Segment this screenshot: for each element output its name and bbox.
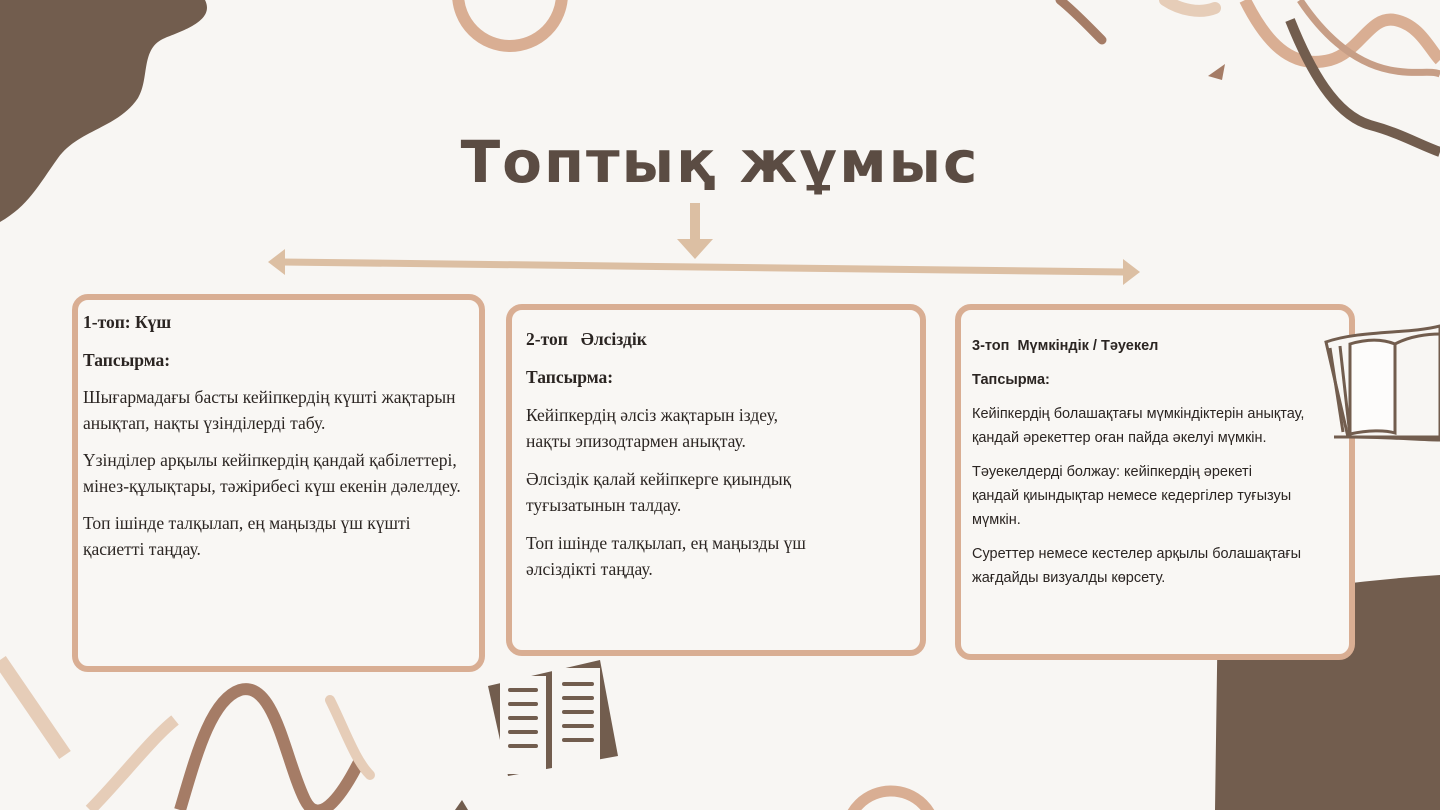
top-circle: [458, 0, 562, 46]
double-headed-arrow: [268, 249, 1140, 285]
task-paragraph: Әлсіздік қалай кейіпкерге қиындық туғызатынын талдау.: [526, 469, 792, 515]
task-label: Тапсырма:: [83, 349, 171, 370]
top-right-wave-light: [1245, 0, 1440, 62]
top-right-wave-mid: [1300, 0, 1440, 74]
top-line-1: [1060, 0, 1102, 40]
bottom-left-wave-light: [90, 720, 175, 810]
top-line-2: [1165, 0, 1215, 11]
group-heading: 3-топ Мүмкіндік / Тәуекел: [972, 338, 1159, 354]
bottom-left-wave: [180, 689, 360, 810]
bottom-left-wave-light-2: [330, 700, 370, 775]
group-heading: 2-топ Әлсіздік: [526, 329, 647, 349]
bottom-circle: [846, 791, 936, 810]
task-paragraph: Топ ішінде талқылап, ең маңызды үш әлсіздікті таңдау.: [526, 533, 806, 579]
task-paragraph: Үзінділер арқылы кейіпкердің қандай қабілеттері, мінез-құлықтары, тәжірибесі күш екенін дәлелдеу.: [83, 450, 461, 496]
group-card-1: [72, 294, 485, 672]
task-paragraph: Шығармадағы басты кейіпкердің күшті жақтарын анықтап, нақты үзінділерді табу.: [83, 387, 456, 433]
bottom-left-diagonal: [0, 660, 65, 755]
down-arrow: [677, 203, 713, 259]
task-paragraph: Тәуекелдерді болжау: кейіпкердің әрекеті қандай қиындықтар немесе кедергілер туғызуы мүмкін.: [972, 464, 1292, 528]
group-card-2: [506, 304, 926, 656]
task-paragraph: Кейіпкердің болашақтағы мүмкіндіктерін анықтау, қандай әрекеттер оған пайда әкелуі мүмкін.: [972, 406, 1305, 446]
group-card-3: [955, 304, 1355, 660]
task-label: Тапсырма:: [526, 367, 614, 387]
group-heading: 1-топ: Күш: [83, 312, 172, 332]
task-paragraph: Топ ішінде талқылап, ең маңызды үш күшті қасиетті таңдау.: [83, 513, 411, 559]
task-label: Тапсырма:: [972, 372, 1050, 388]
page-title: Топтық жұмыс: [460, 128, 980, 196]
small-triangle: [1208, 64, 1225, 80]
bottom-shard: [455, 800, 468, 810]
task-paragraph: Суреттер немесе кестелер арқылы болашақтағы жағдайды визуалды көрсету.: [972, 546, 1302, 586]
task-paragraph: Кейіпкердің әлсіз жақтарын іздеу, нақты эпизодтармен анықтау.: [526, 405, 778, 451]
